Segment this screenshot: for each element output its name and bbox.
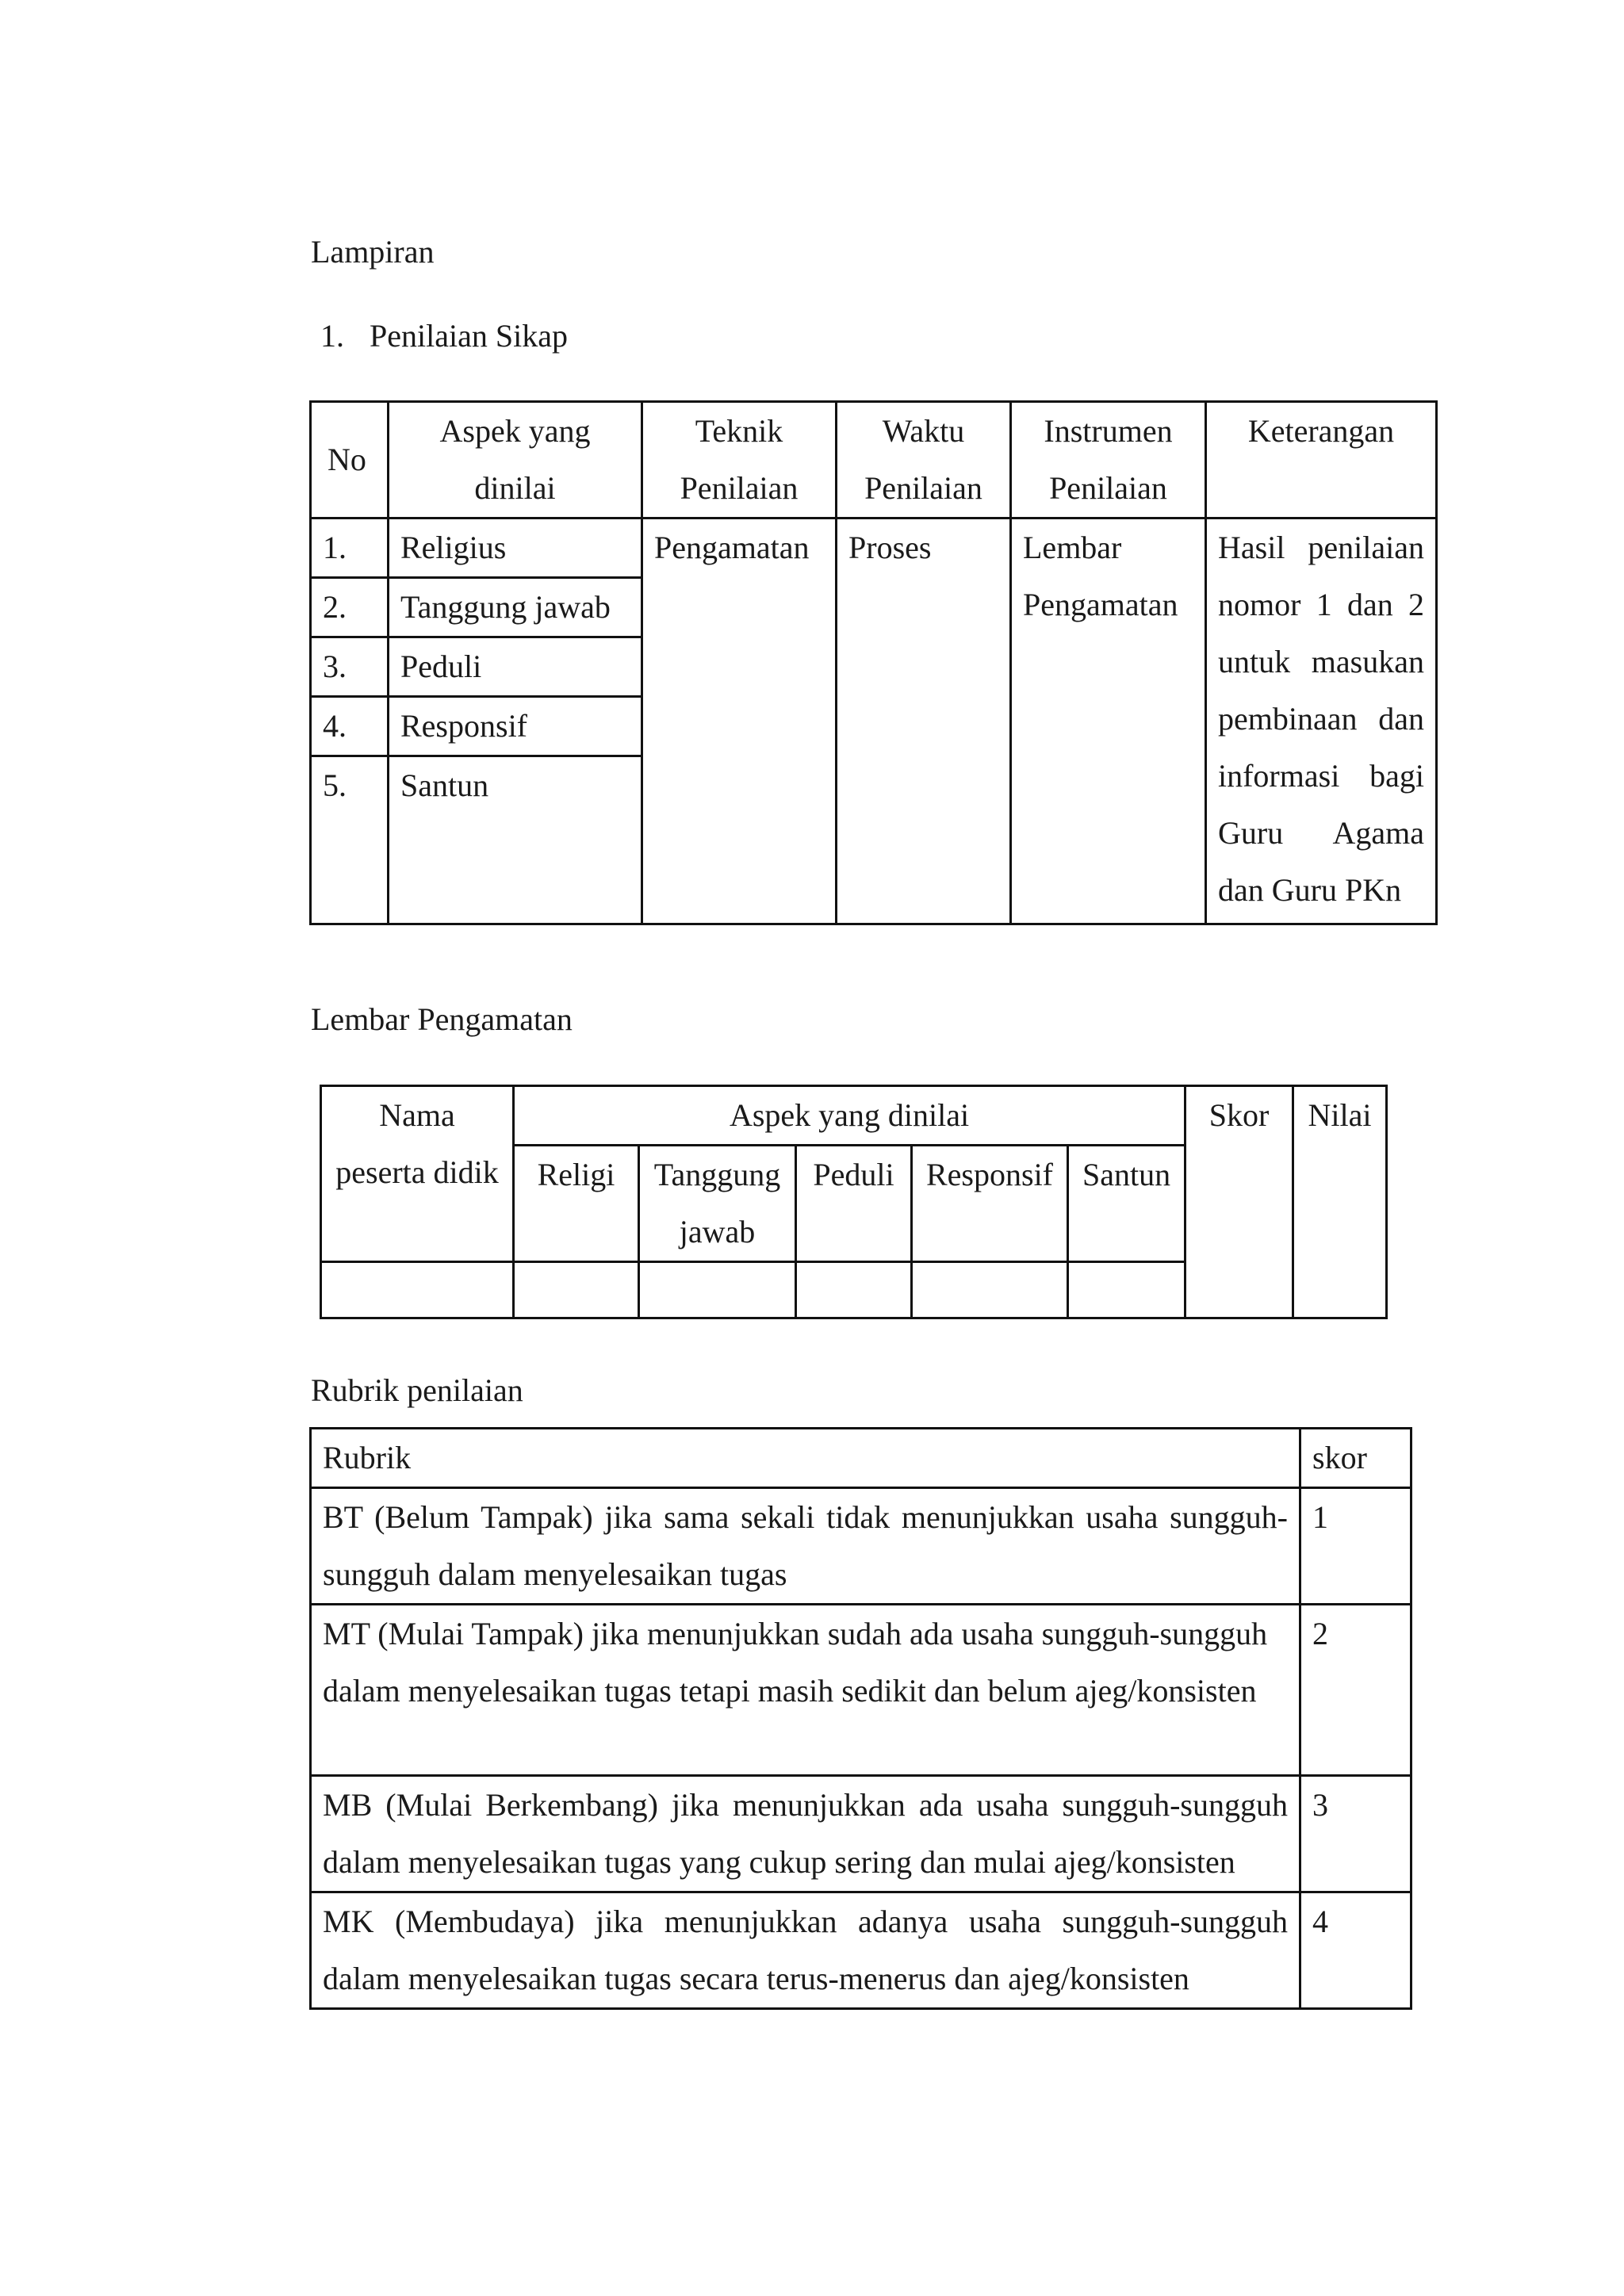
header-aspek-dinilai: Aspek yang dinilai: [514, 1086, 1185, 1146]
row-no: 5.: [311, 756, 389, 924]
section-number: 1.: [320, 318, 344, 354]
row-no: 4.: [311, 697, 389, 756]
empty-cell: [639, 1262, 796, 1318]
row-no: 1.: [311, 519, 389, 578]
row-aspek: Responsif: [389, 697, 642, 756]
section-heading-penilaian-sikap: [320, 316, 568, 357]
rubric-text: MB (Mulai Berkembang) jika menunjukkan ada usaha sungguh-sungguh dalam menyelesaikan tugas yang cukup sering dan mulai ajeg/konsisten: [311, 1776, 1300, 1892]
rubric-score: 3: [1300, 1776, 1411, 1892]
aspect-header: Santun: [1068, 1146, 1185, 1262]
row-no: 2.: [311, 578, 389, 637]
rubric-score: 4: [1300, 1892, 1411, 2009]
empty-cell-nama: [321, 1262, 514, 1318]
header-waktu: Waktu Penilaian: [837, 402, 1011, 519]
waktu-value: Proses: [837, 519, 1011, 924]
aspect-header: Tanggung jawab: [639, 1146, 796, 1262]
header-nilai: Nilai: [1293, 1086, 1387, 1318]
header-nama-peserta: Nama peserta didik: [321, 1086, 514, 1262]
header-skor: Skor: [1185, 1086, 1293, 1318]
rubric-score: 2: [1300, 1605, 1411, 1776]
header-aspek: Aspek yang dinilai: [389, 402, 642, 519]
rubrik-table: [309, 1427, 1412, 2010]
teknik-value: Pengamatan: [642, 519, 837, 924]
page-title: Lampiran: [311, 234, 435, 270]
row-aspek: Peduli: [389, 637, 642, 697]
header-skor: skor: [1300, 1429, 1411, 1488]
rubric-text: MT (Mulai Tampak) jika menunjukkan sudah ada usaha sungguh-sungguh dalam menyelesaikan tugas tetapi masih sedikit dan belum ajeg/konsisten: [311, 1605, 1300, 1776]
lembar-pengamatan-table: [320, 1085, 1388, 1319]
aspect-header: Responsif: [912, 1146, 1068, 1262]
penilaian-sikap-table: [309, 400, 1438, 925]
aspect-header: Peduli: [796, 1146, 912, 1262]
instrumen-value: Lembar Pengamatan: [1011, 519, 1206, 924]
header-no: No: [311, 402, 389, 519]
header-rubrik: Rubrik: [311, 1429, 1300, 1488]
empty-cell: [912, 1262, 1068, 1318]
rubric-text: MK (Membudaya) jika menunjukkan adanya usaha sungguh-sungguh dalam menyelesaikan tugas secara terus-menerus dan ajeg/konsisten: [311, 1892, 1300, 2009]
empty-cell: [796, 1262, 912, 1318]
row-aspek: Religius: [389, 519, 642, 578]
rubric-score: 1: [1300, 1488, 1411, 1605]
row-aspek: Tanggung jawab: [389, 578, 642, 637]
rubric-title: Rubrik penilaian: [311, 1372, 523, 1408]
aspect-header: Religi: [514, 1146, 639, 1262]
keterangan-value: Hasil penilaian nomor 1 dan 2 untuk masukan pembinaan dan informasi bagi Guru Agama dan Guru PKn: [1206, 519, 1437, 924]
row-aspek: Santun: [389, 756, 642, 924]
empty-cell: [514, 1262, 639, 1318]
observation-title: Lembar Pengamatan: [311, 1001, 573, 1037]
header-keterangan: Keterangan: [1206, 402, 1437, 519]
header-teknik: Teknik Penilaian: [642, 402, 837, 519]
rubric-text: BT (Belum Tampak) jika sama sekali tidak menunjukkan usaha sungguh-sungguh dalam menyelesaikan tugas: [311, 1488, 1300, 1605]
header-instrumen: Instrumen Penilaian: [1011, 402, 1206, 519]
row-no: 3.: [311, 637, 389, 697]
empty-cell: [1068, 1262, 1185, 1318]
section-label: Penilaian Sikap: [370, 318, 568, 354]
